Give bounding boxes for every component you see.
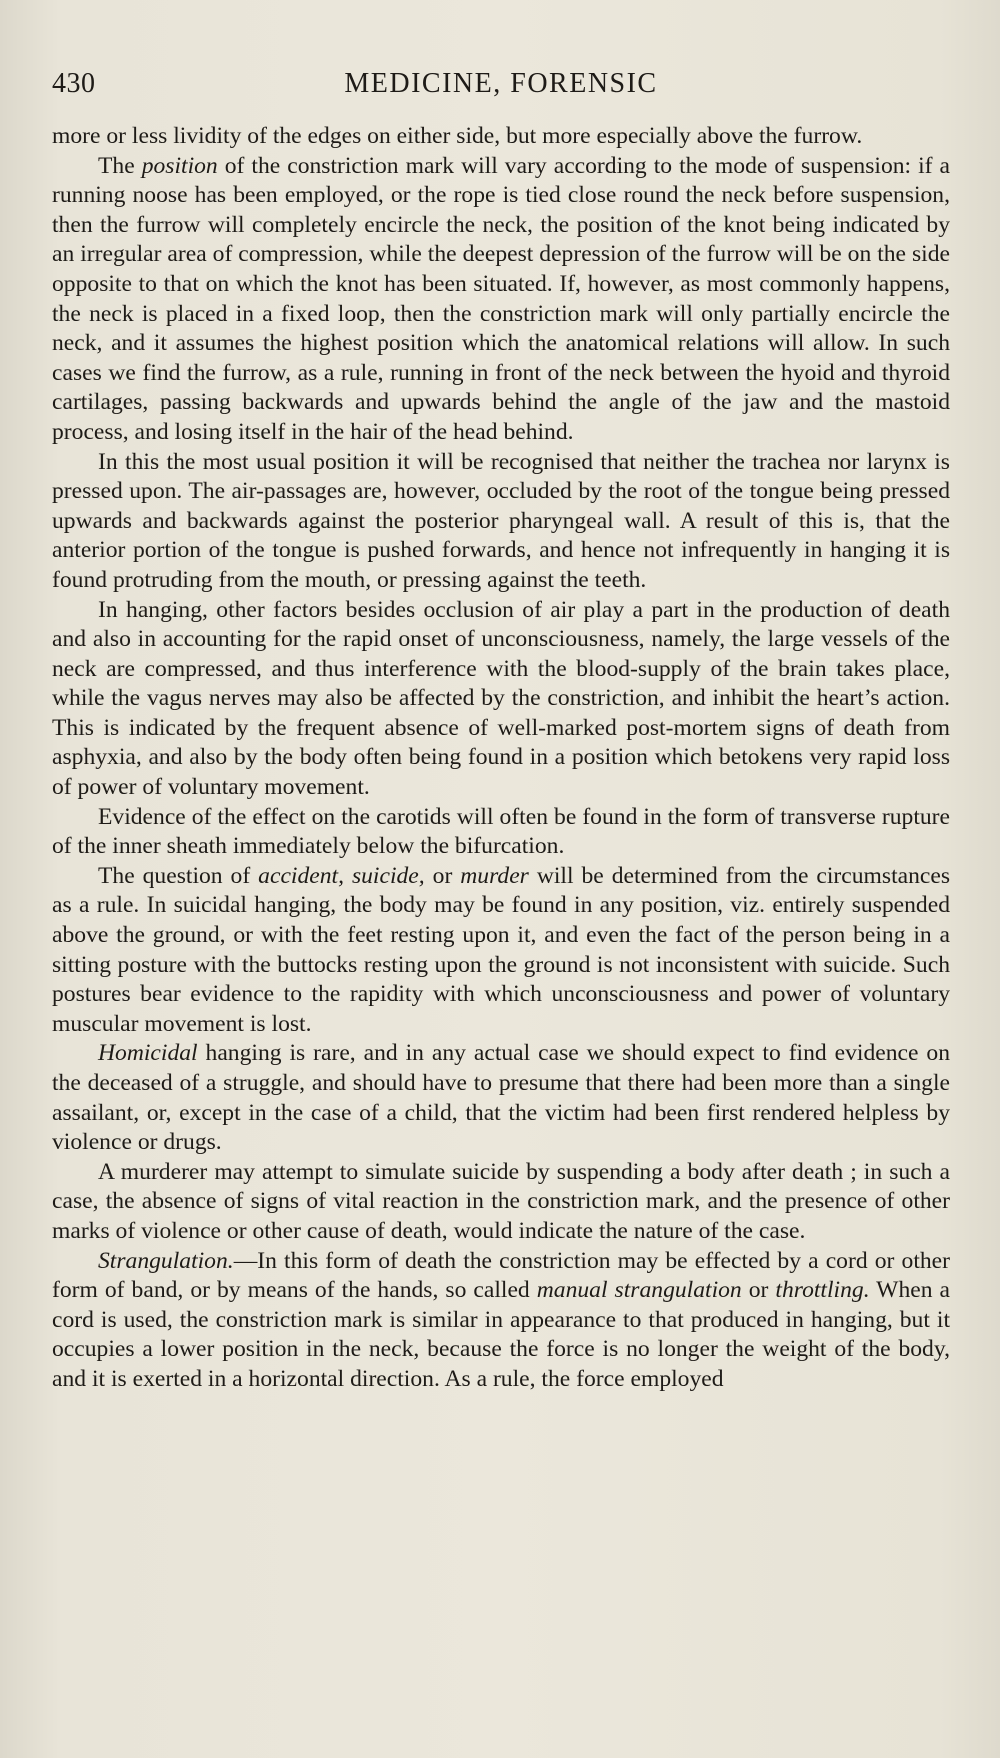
italic-text: Homicidal bbox=[98, 1040, 198, 1067]
paragraph bbox=[52, 803, 950, 862]
paragraph bbox=[52, 152, 950, 448]
text-run: hanging is rare, and in any actual case we should expect to find evidence on the deceased of a struggle, and should have to presume that there had been more than a single assailant, or, except in the case of a child, that the victim had been first rendered helpless by violence or drugs. bbox=[52, 1040, 950, 1156]
text-run: or bbox=[741, 1277, 776, 1304]
paragraph bbox=[52, 122, 950, 152]
paragraph bbox=[52, 448, 950, 596]
paragraph bbox=[52, 1039, 950, 1157]
paragraph bbox=[52, 1247, 950, 1395]
paragraph bbox=[52, 862, 950, 1040]
page-number: 430 bbox=[52, 68, 96, 99]
text-run: A murderer may attempt to simulate suicide by suspending a body after death ; in such a case, the absence of signs of vital reaction in the constriction mark, and the presence of other marks of violence or other cause of death, would indicate the nature of the case. bbox=[52, 1158, 950, 1244]
italic-text: manual strangulation bbox=[536, 1277, 742, 1304]
text-run: will be determined from the circumstances as a rule. In suicidal hanging, the body may be found in any position, viz. entirely suspended above the ground, or with the feet resting upon it, and even the fact of the person being in a sitting posture with the buttocks resting upon the ground is not inconsistent with suicide. Such postures bear evidence to the rapidity with which unconsciousness and power of voluntary muscular movement is lost. bbox=[52, 862, 951, 1037]
text-run: In hanging, other factors besides occlusion of air play a part in the production of death and also in accounting for the rapid onset of unconsciousness, namely, the large vessels of the neck are compressed, and thus interference with the blood-supply of the brain takes place, while the vagus nerves may also be affected by the constriction, and inhibit the heart’s action. This is indicated by the frequent absence of well-marked post-mortem signs of death from asphyxia, and also by the body often being found in a position which betokens very rapid loss of power of voluntary movement. bbox=[52, 596, 950, 801]
text-run: of the constriction mark will vary according to the mode of suspension: if a running noose has been employed, or the rope is tied close round the neck before suspension, then the furrow will completely encircle the neck, the position of the knot being indicated by an irregular area of compression, while the deepest depression of the furrow will be on the side opposite to that on which the knot has been situated. If, however, as most commonly happens, the neck is placed in a fixed loop, then the constriction mark will only partially encircle the neck, and it assumes the highest position which the anatomical relations will allow. In such cases we find the furrow, as a rule, running in front of the neck between the hyoid and thyroid cartilages, passing backwards and upwards behind the angle of the jaw and the mastoid process, and losing itself in the hair of the head behind. bbox=[52, 152, 950, 445]
text-run: Evidence of the effect on the carotids will often be found in the form of transverse rupture of the inner sheath immediately below the bifurcation. bbox=[52, 803, 950, 860]
paragraph bbox=[52, 596, 950, 803]
text-run: The question of bbox=[98, 862, 259, 889]
running-title: MEDICINE, FORENSIC bbox=[344, 68, 658, 99]
italic-text: accident, suicide, bbox=[258, 862, 425, 889]
text-run: or bbox=[424, 862, 461, 889]
text-run: —In this form of death the constriction may be effected by a cord or other form of band, or by means of the hands, so called bbox=[52, 1247, 950, 1304]
running-head bbox=[52, 60, 950, 100]
italic-text: position bbox=[141, 152, 218, 179]
text-run: more or less lividity of the edges on either side, but more especially above the furrow. bbox=[52, 123, 863, 149]
paragraph bbox=[52, 1158, 950, 1247]
text-run: In this the most usual position it will be recognised that neither the trachea nor larynx is pressed upon. The air-passages are, however, occluded by the root of the tongue being pressed upwards and backwards against the posterior pharyngeal wall. A result of this is, that the anterior portion of the tongue is pushed forwards, and hence not infrequently in hanging it is found protruding from the mouth, or pressing against the teeth. bbox=[52, 448, 950, 593]
italic-text: Strangulation. bbox=[98, 1247, 234, 1274]
text-run: The bbox=[98, 152, 142, 179]
text-run: When a cord is used, the constriction mark is similar in appearance to that produced in hanging, but it occupies a lower position in the neck, because the force is no longer the weight of the body, and it is exerted in a horizontal direction. As a rule, the force employed bbox=[52, 1277, 951, 1392]
italic-text: murder bbox=[460, 862, 529, 889]
body-text bbox=[52, 122, 950, 1395]
italic-text: throttling. bbox=[775, 1277, 870, 1304]
